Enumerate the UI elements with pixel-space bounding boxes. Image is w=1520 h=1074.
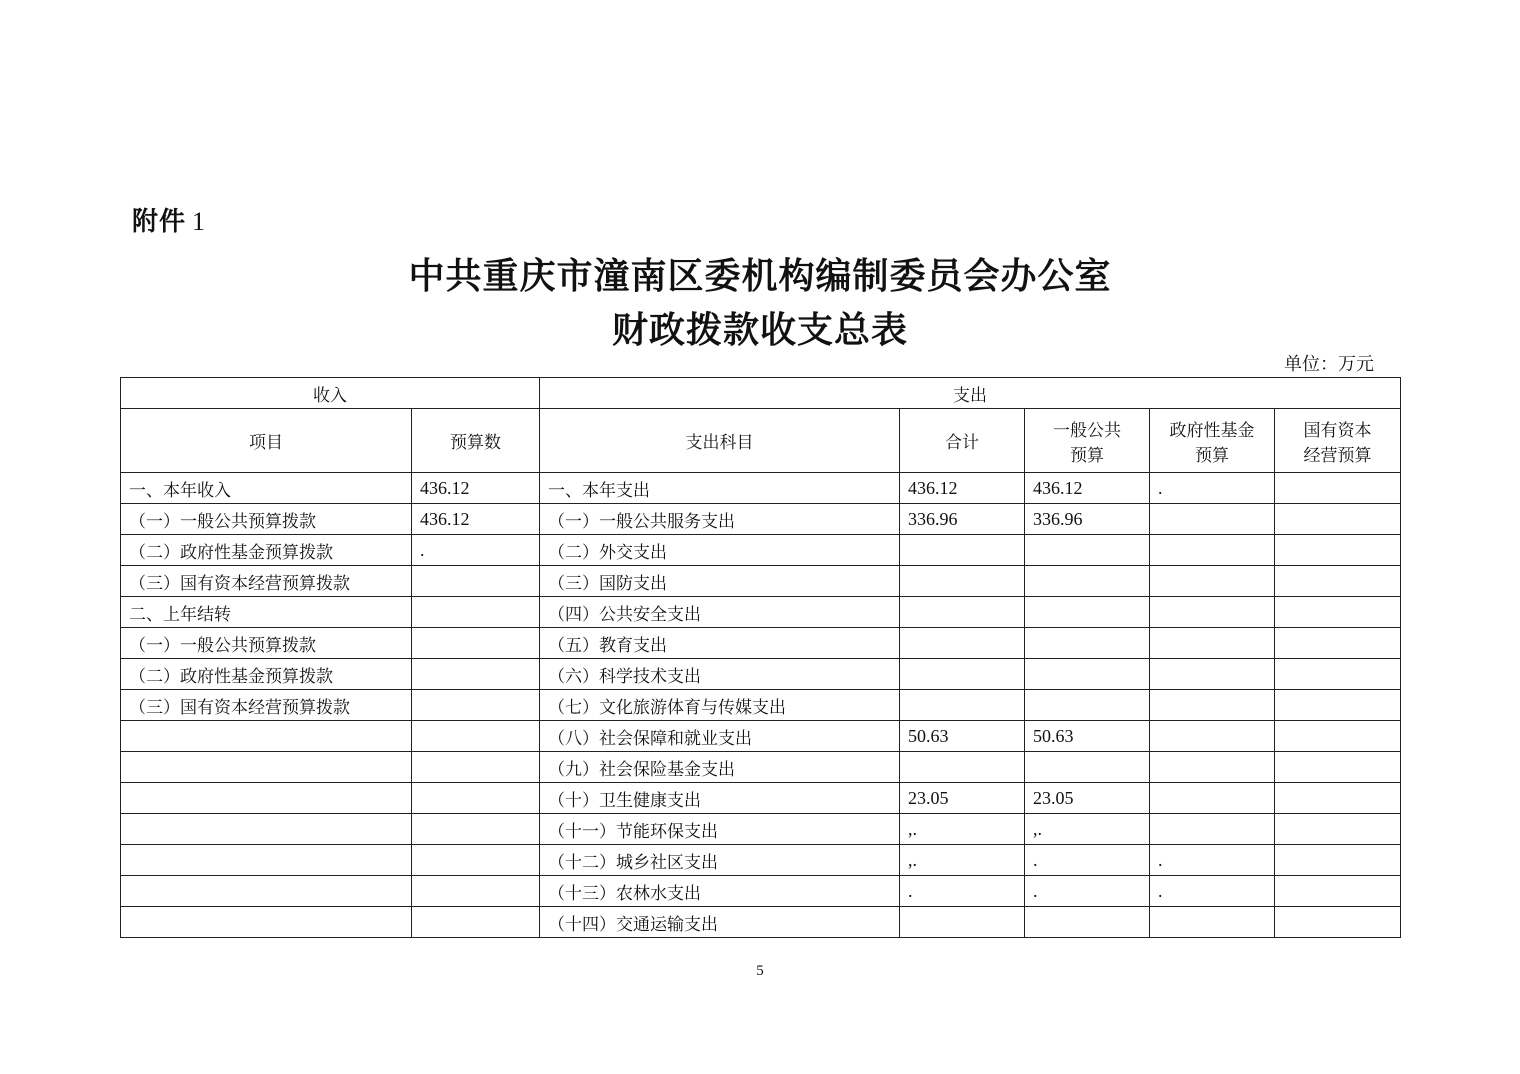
expense-item-cell: （十二）城乡社区支出 <box>540 845 900 876</box>
general-public-cell <box>1025 907 1150 938</box>
item-header: 项目 <box>121 409 412 473</box>
income-item-cell <box>121 845 412 876</box>
total-cell: . <box>900 876 1025 907</box>
income-item-cell <box>121 907 412 938</box>
expense-item-cell: （七）文化旅游体育与传媒支出 <box>540 690 900 721</box>
income-item-cell: 二、上年结转 <box>121 597 412 628</box>
unit-label: 单位：万元 <box>1284 354 1374 375</box>
table-row <box>121 845 1401 876</box>
gov-fund-header-line1: 政府性基金 <box>1169 420 1255 441</box>
state-capital-header-line2: 经营预算 <box>1303 445 1372 466</box>
general-public-cell: . <box>1025 845 1150 876</box>
table-row <box>121 721 1401 752</box>
table-row <box>121 597 1401 628</box>
table-row <box>121 814 1401 845</box>
state-capital-header-line1: 国有资本 <box>1303 420 1372 441</box>
expense-item-cell: （二）外交支出 <box>540 535 900 566</box>
budget-cell <box>412 597 540 628</box>
income-item-cell: （三）国有资本经营预算拨款 <box>121 690 412 721</box>
expense-item-cell: （四）公共安全支出 <box>540 597 900 628</box>
document-subtitle: 财政拨款收支总表 <box>611 309 908 351</box>
state-capital-cell <box>1275 628 1401 659</box>
state-capital-cell <box>1275 783 1401 814</box>
expense-item-cell: （一）一般公共服务支出 <box>540 504 900 535</box>
table-row <box>121 628 1401 659</box>
general-public-cell: 23.05 <box>1025 783 1150 814</box>
state-capital-cell <box>1275 504 1401 535</box>
state-capital-cell <box>1275 473 1401 504</box>
general-public-cell: 336.96 <box>1025 504 1150 535</box>
budget-table <box>120 377 1401 938</box>
gov-fund-cell <box>1150 504 1275 535</box>
gov-fund-header <box>1150 409 1275 473</box>
budget-cell <box>412 721 540 752</box>
general-public-cell <box>1025 628 1150 659</box>
income-item-cell <box>121 876 412 907</box>
gov-fund-cell <box>1150 659 1275 690</box>
gov-fund-cell <box>1150 535 1275 566</box>
general-public-cell: 50.63 <box>1025 721 1150 752</box>
income-item-cell <box>121 752 412 783</box>
budget-cell: 436.12 <box>412 504 540 535</box>
table-row <box>121 473 1401 504</box>
expense-item-cell: （五）教育支出 <box>540 628 900 659</box>
budget-cell <box>412 783 540 814</box>
page-number: 5 <box>756 963 764 979</box>
total-cell: 50.63 <box>900 721 1025 752</box>
expense-item-cell: （六）科学技术支出 <box>540 659 900 690</box>
state-capital-cell <box>1275 690 1401 721</box>
gov-fund-cell <box>1150 628 1275 659</box>
gov-fund-cell <box>1150 597 1275 628</box>
budget-header: 预算数 <box>412 409 540 473</box>
general-public-cell: . <box>1025 876 1150 907</box>
state-capital-cell <box>1275 845 1401 876</box>
general-public-cell <box>1025 752 1150 783</box>
gov-fund-cell <box>1150 752 1275 783</box>
income-item-cell: （一）一般公共预算拨款 <box>121 628 412 659</box>
expense-item-cell: （十四）交通运输支出 <box>540 907 900 938</box>
expense-item-cell: （十）卫生健康支出 <box>540 783 900 814</box>
budget-cell: . <box>412 535 540 566</box>
gov-fund-cell: . <box>1150 845 1275 876</box>
total-cell <box>900 659 1025 690</box>
total-cell <box>900 690 1025 721</box>
gov-fund-cell <box>1150 566 1275 597</box>
general-public-header-line2: 预算 <box>1070 445 1104 466</box>
total-cell <box>900 566 1025 597</box>
budget-cell: 436.12 <box>412 473 540 504</box>
income-item-cell <box>121 814 412 845</box>
table-row <box>121 907 1401 938</box>
attachment-number: 1 <box>192 207 207 236</box>
table-row <box>121 690 1401 721</box>
state-capital-cell <box>1275 721 1401 752</box>
total-cell: 336.96 <box>900 504 1025 535</box>
general-public-cell <box>1025 566 1150 597</box>
income-header: 收入 <box>121 378 540 409</box>
budget-cell <box>412 690 540 721</box>
expense-item-cell: （八）社会保障和就业支出 <box>540 721 900 752</box>
state-capital-cell <box>1275 752 1401 783</box>
income-item-cell <box>121 721 412 752</box>
gov-fund-cell <box>1150 690 1275 721</box>
table-row <box>121 752 1401 783</box>
state-capital-cell <box>1275 876 1401 907</box>
general-public-cell <box>1025 659 1150 690</box>
gov-fund-cell: . <box>1150 473 1275 504</box>
gov-fund-cell: . <box>1150 876 1275 907</box>
income-item-cell: （二）政府性基金预算拨款 <box>121 659 412 690</box>
table-row <box>121 504 1401 535</box>
state-capital-cell <box>1275 597 1401 628</box>
budget-cell <box>412 628 540 659</box>
total-cell <box>900 535 1025 566</box>
document-title: 中共重庆市潼南区委机构编制委员会办公室 <box>408 255 1112 297</box>
table-row <box>121 783 1401 814</box>
budget-cell <box>412 845 540 876</box>
expense-header: 支出 <box>540 378 1401 409</box>
budget-cell <box>412 566 540 597</box>
table-row <box>121 876 1401 907</box>
income-item-cell: （三）国有资本经营预算拨款 <box>121 566 412 597</box>
income-item-cell: （一）一般公共预算拨款 <box>121 504 412 535</box>
gov-fund-header-line2: 预算 <box>1195 445 1229 466</box>
header-row-1 <box>121 378 1401 409</box>
gov-fund-cell <box>1150 907 1275 938</box>
gov-fund-cell <box>1150 783 1275 814</box>
total-cell: ,. <box>900 845 1025 876</box>
general-public-cell <box>1025 597 1150 628</box>
table-row <box>121 566 1401 597</box>
general-public-cell <box>1025 690 1150 721</box>
general-public-cell <box>1025 535 1150 566</box>
state-capital-cell <box>1275 566 1401 597</box>
state-capital-cell <box>1275 535 1401 566</box>
state-capital-cell <box>1275 659 1401 690</box>
budget-cell <box>412 907 540 938</box>
budget-cell <box>412 752 540 783</box>
general-public-cell: 436.12 <box>1025 473 1150 504</box>
total-cell: 436.12 <box>900 473 1025 504</box>
state-capital-cell <box>1275 907 1401 938</box>
income-item-cell <box>121 783 412 814</box>
total-cell <box>900 907 1025 938</box>
general-public-cell: ,. <box>1025 814 1150 845</box>
total-cell: 23.05 <box>900 783 1025 814</box>
general-public-header <box>1025 409 1150 473</box>
gov-fund-cell <box>1150 814 1275 845</box>
table-row <box>121 535 1401 566</box>
total-cell <box>900 752 1025 783</box>
expense-item-cell: （十三）农林水支出 <box>540 876 900 907</box>
expense-item-cell: （十一）节能环保支出 <box>540 814 900 845</box>
general-public-header-line1: 一般公共 <box>1053 420 1121 441</box>
expense-item-cell: （三）国防支出 <box>540 566 900 597</box>
expense-item-cell: 一、本年支出 <box>540 473 900 504</box>
state-capital-header <box>1275 409 1401 473</box>
income-item-cell: （二）政府性基金预算拨款 <box>121 535 412 566</box>
gov-fund-cell <box>1150 721 1275 752</box>
income-item-cell: 一、本年收入 <box>121 473 412 504</box>
header-row-2 <box>121 409 1401 473</box>
total-cell <box>900 628 1025 659</box>
total-cell: ,. <box>900 814 1025 845</box>
state-capital-cell <box>1275 814 1401 845</box>
expense-item-cell: （九）社会保险基金支出 <box>540 752 900 783</box>
total-header: 合计 <box>900 409 1025 473</box>
attachment-text: 附件 <box>132 207 187 237</box>
expense-item-header: 支出科目 <box>540 409 900 473</box>
budget-cell <box>412 814 540 845</box>
budget-cell <box>412 659 540 690</box>
attachment-label <box>132 201 206 238</box>
budget-cell <box>412 876 540 907</box>
table-row <box>121 659 1401 690</box>
total-cell <box>900 597 1025 628</box>
